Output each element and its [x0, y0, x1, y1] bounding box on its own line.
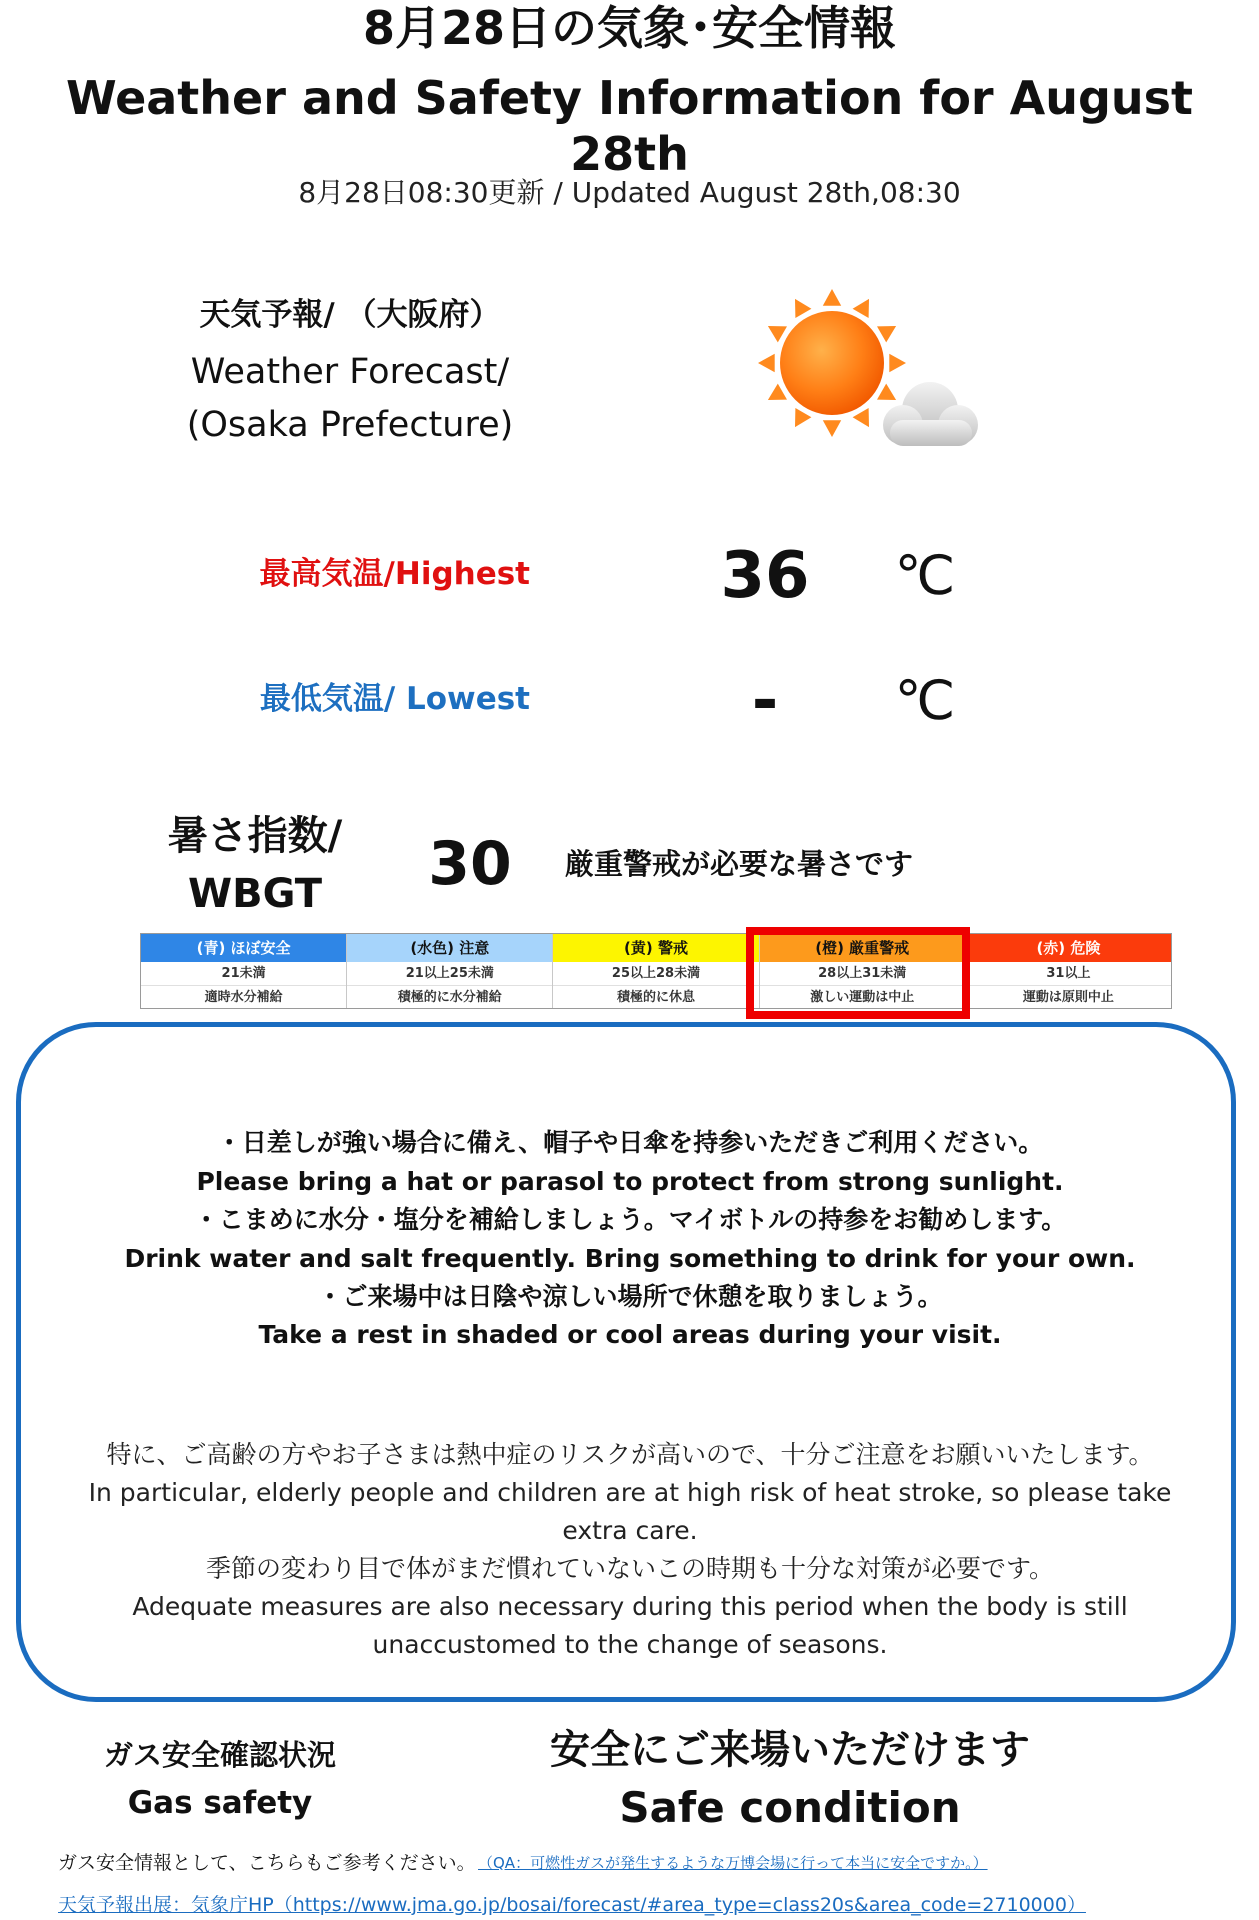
wbgt-level-range: 25以上28未満	[553, 962, 758, 986]
wbgt-level-name: (青) ほぼ安全	[141, 934, 346, 962]
notice-line: ・こまめに水分・塩分を補給しましょう。マイボトルの持参をお勧めします。	[193, 1205, 1067, 1234]
notice-line: ・日差しが強い場合に備え、帽子や日傘を持参いただきご利用ください。	[216, 1128, 1044, 1157]
notice-paragraph: Adequate measures are also necessary during this period when the body is still	[132, 1592, 1128, 1621]
wbgt-message: 厳重警戒が必要な暑さです	[565, 847, 914, 881]
wbgt-label-ja: 暑さ指数/	[167, 813, 343, 859]
wbgt-scale-table	[140, 933, 1172, 1009]
wbgt-label	[130, 807, 380, 923]
forecast-label-en: Weather Forecast/	[190, 352, 510, 392]
gas-safety-label-ja: ガス安全確認状況	[103, 1738, 336, 1772]
page-title-en: Weather and Safety Information for August 28th	[65, 71, 1194, 181]
gas-safety-label-en: Gas safety	[127, 1785, 313, 1821]
notice-paragraph: 季節の変わり目で体がまだ慣れていないこの時期も十分な対策が必要です。	[205, 1554, 1054, 1583]
wbgt-level-1	[347, 934, 553, 1008]
notice-line: Please bring a hat or parasol to protect from strong sunlight.	[196, 1167, 1064, 1196]
wbgt-level-advice: 運動は原則中止	[1022, 990, 1114, 1005]
wbgt-level-advice: 激しい運動は中止	[810, 990, 915, 1005]
forecast-region-en: (Osaka Prefecture)	[186, 405, 514, 445]
wbgt-value: 30	[428, 829, 512, 899]
page-title-ja: 8月28日の気象･安全情報	[362, 1, 897, 55]
notice-paragraph: unaccustomed to the change of seasons.	[372, 1630, 888, 1659]
highest-temp-unit: ℃	[894, 544, 956, 607]
wbgt-level-advice: 適時水分補給	[204, 990, 283, 1005]
lowest-temp-unit: ℃	[894, 669, 956, 732]
sun-cloud-icon	[740, 285, 1000, 465]
notice-line: Take a rest in shaded or cool areas during your visit.	[258, 1320, 1002, 1349]
wbgt-level-advice: 積極的に休息	[617, 990, 696, 1005]
wbgt-level-name: (水色) 注意	[347, 934, 552, 962]
forecast-source-link[interactable]: 天気予報出展：気象庁HP（https://www.jma.go.jp/bosai/forecast/#area_type=class20s&area_code=2710000）	[58, 1894, 1086, 1916]
wbgt-level-0	[141, 934, 347, 1008]
wbgt-label-en: WBGT	[187, 871, 323, 917]
gas-status-en: Safe condition	[619, 1783, 961, 1832]
lowest-temp-value: -	[751, 664, 779, 738]
wbgt-level-range: 31以上	[966, 962, 1171, 986]
notice-line: Drink water and salt frequently. Bring something to drink for your own.	[124, 1244, 1136, 1273]
wbgt-level-range: 21以上25未満	[347, 962, 552, 986]
notice-paragraph: In particular, elderly people and children are at high risk of heat stroke, so please take	[88, 1478, 1172, 1507]
wbgt-level-name: (赤) 危険	[966, 934, 1171, 962]
gas-status-ja: 安全にご来場いただけます	[550, 1727, 1030, 1773]
wbgt-level-range: 21未満	[141, 962, 346, 986]
wbgt-level-advice: 積極的に水分補給	[397, 990, 502, 1005]
wbgt-level-range: 28以上31未満	[760, 962, 965, 986]
highest-temp-label: 最高気温/Highest	[259, 556, 530, 592]
notice-line: ・ご来場中は日陰や涼しい場所で休憩を取りましょう。	[317, 1282, 943, 1311]
gas-reference-note: ガス安全情報として、こちらもご参考ください。	[58, 1852, 476, 1874]
lowest-temp-label: 最低気温/ Lowest	[259, 681, 530, 717]
wbgt-level-name: (黄) 警戒	[553, 934, 758, 962]
updated-timestamp: 8月28日08:30更新 / Updated August 28th,08:30	[298, 176, 961, 209]
highest-temp-value: 36	[720, 539, 810, 613]
qa-link[interactable]: （QA：可燃性ガスが発生するような万博会場に行って本当に安全ですか。）	[478, 1854, 988, 1872]
notice-paragraph: extra care.	[562, 1516, 698, 1545]
wbgt-level-name: (橙) 厳重警戒	[760, 934, 965, 962]
wbgt-level-4	[966, 934, 1171, 1008]
forecast-label-ja: 天気予報/ （大阪府）	[199, 297, 501, 333]
notice-paragraph: 特に、ご高齢の方やお子さまは熱中症のリスクが高いので、十分ご注意をお願いいたします。	[106, 1440, 1154, 1469]
wbgt-level-2	[553, 934, 759, 1008]
active-level-highlight	[746, 927, 970, 1019]
